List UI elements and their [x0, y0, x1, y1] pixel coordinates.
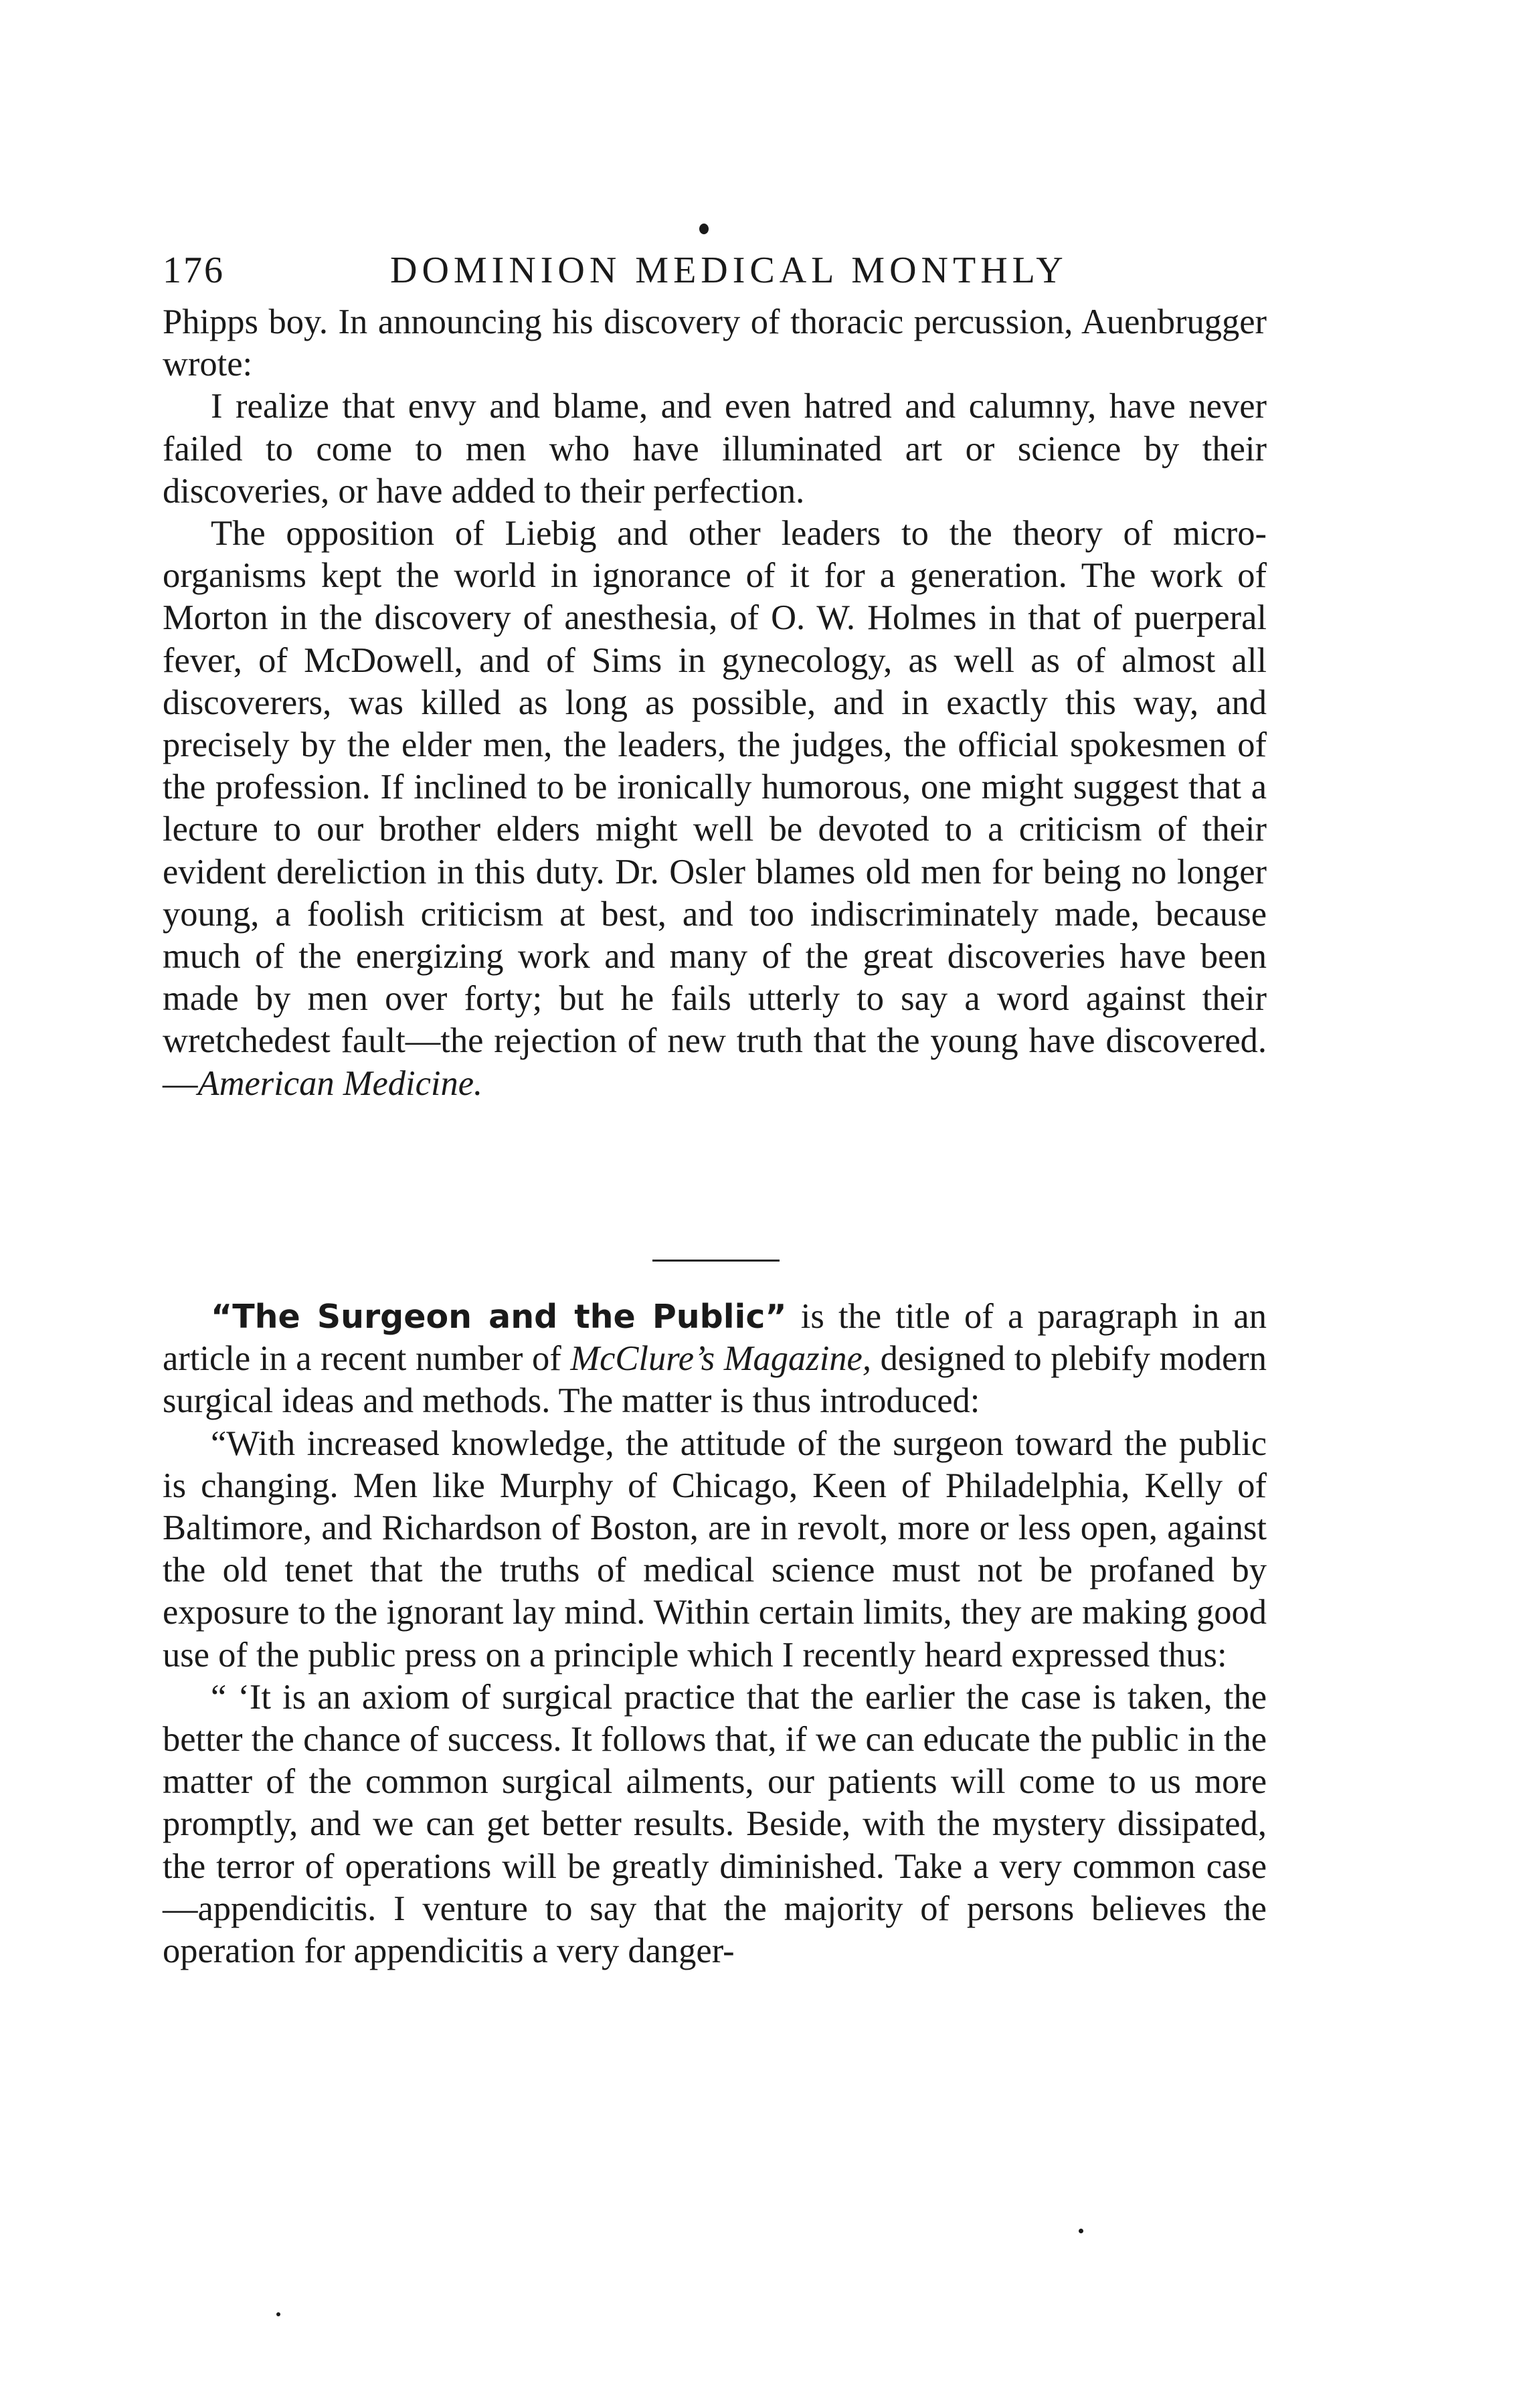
paragraph-surgeon-intro-text-a: is the title of a paragraph in an article in a recent number of [163, 1297, 1267, 1379]
paragraph-auenbrugger-intro: Phipps boy. In announcing his discovery of thoracic percussion, Auenbrugger wrote: [163, 303, 1267, 384]
section-liebig-osler [163, 301, 1267, 1105]
paragraph-discoverers-text: The opposition of Liebig and other leaders to the theory of micro-organisms kept the world in ignorance of it for a generation. The work of Morton in the discovery of anesthesia, of O. W. Holmes in that of puerperal fever, of McDowell, and of Sims in gynecology, as well as of almost all discoverers, was killed as long as possible, and in exactly this way, and precisely by the elder men, the leaders, the judges, the official spokesmen of the profession. If inclined to be ironically humorous, one might suggest that a lecture to our brother elders might well be devoted to a criticism of their evident dereliction in this duty. Dr. Osler blames old men for being no longer young, a foolish criticism at best, and too indiscriminately made, because much of the energizing work and many of the great discoveries have been made by men over forty; but he fails utterly to say a word against their wretchedest fault—the rejection of new truth that the young have discovered.— [163, 514, 1267, 1103]
paragraph-surgical-axiom: “ ‘It is an axiom of surgical practice that the earlier the case is taken, the better the chance of success. It follows that, if we can educate the public in the matter of the common surgical ailments, our patients will come to us more promptly, and we can get better results. Beside, with the mystery dissipated, the terror of operations will be greatly diminished. Take a very common case—appendicitis. I venture to say that the majority of persons believes the operation for appendicitis a very danger- [163, 1677, 1267, 1971]
magazine-name: McClure’s Magazine, [570, 1339, 871, 1379]
ink-speck [276, 2312, 280, 2316]
paragraph-discoverers [163, 513, 1267, 1105]
paragraph-surgeon-intro [163, 1296, 1267, 1423]
running-title: DOMINION MEDICAL MONTHLY [390, 250, 1068, 291]
ink-speck [1079, 2229, 1083, 2233]
running-header [163, 249, 1267, 296]
source-citation: American Medicine. [197, 1063, 483, 1103]
section-divider [652, 1260, 780, 1262]
section-surgeon-and-public [163, 1296, 1267, 1972]
section-title: “The Surgeon and the Public” [211, 1298, 787, 1336]
paragraph-surgeon-intro-text-b: designed to plebify modern surgical ideas and methods. The matter is thus introduced: [163, 1339, 1267, 1421]
quote-auenbrugger: I realize that envy and blame, and even hatred and calumny, have never failed to come to men who have illuminated art or science by their discoveries, or have added to their perfection. [163, 387, 1267, 511]
ink-dot [699, 224, 709, 234]
paragraph-knowledge-attitude: “With increased knowledge, the attitude of the surgeon toward the public is changing. Men like Murphy of Chicago, Keen of Philadelphia, Kelly of Baltimore, and Richardson of Boston, are in revolt, more or less open, against the old tenet that the truths of medical science must not be profaned by exposure to the ignorant lay mind. Within certain limits, they are making good use of the public press on a principle which I recently heard expressed thus: [163, 1424, 1267, 1674]
page-number: 176 [163, 250, 225, 291]
